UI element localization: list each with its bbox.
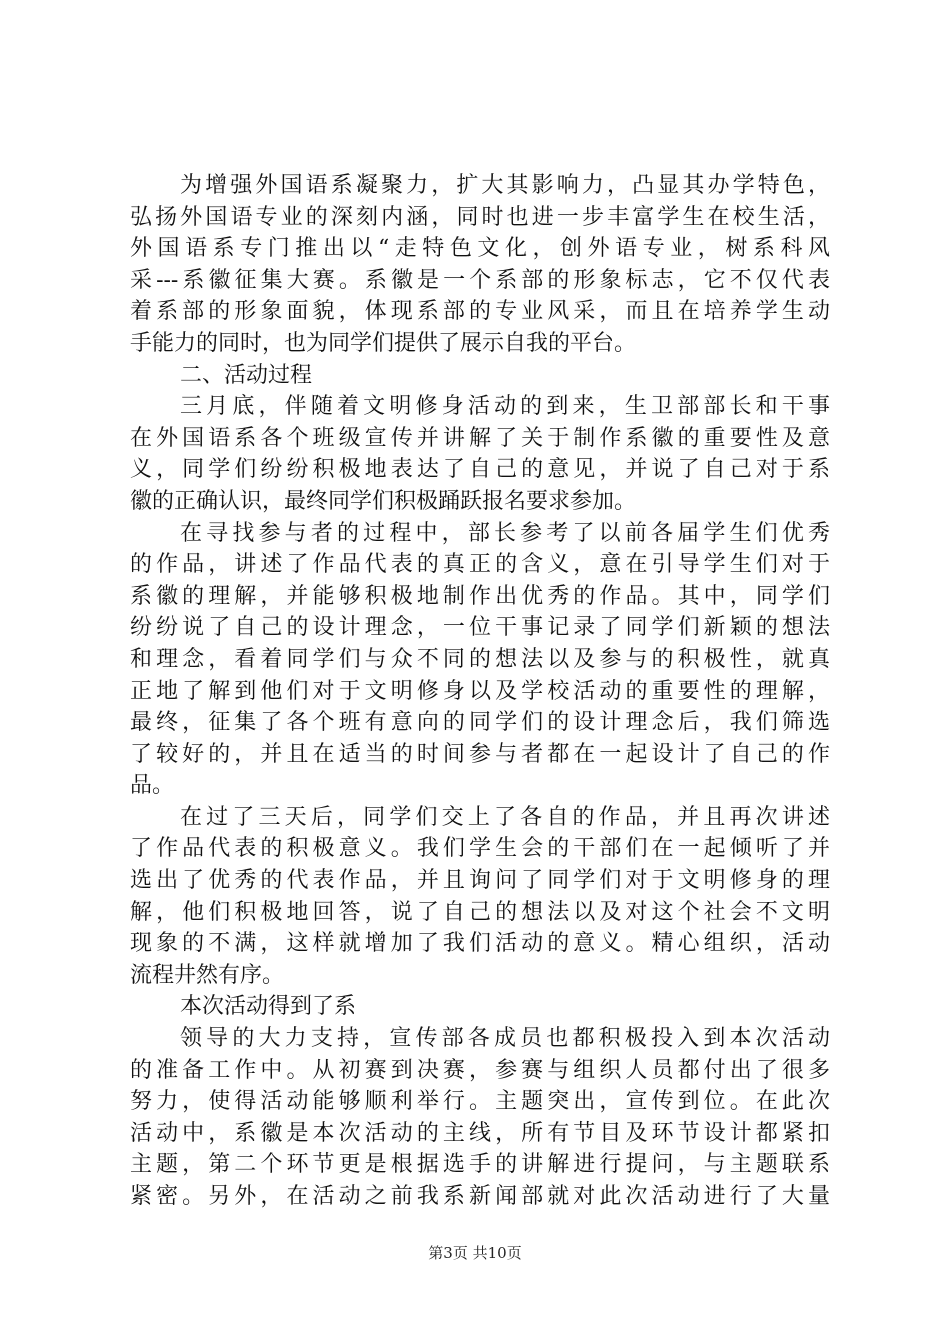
text-line: 现象的不满，这样就增加了我们活动的意义。精心组织，活动 — [130, 931, 830, 957]
text-line: 解，他们积极地回答，说了自己的想法以及对这个社会不文明 — [130, 899, 830, 925]
text-line: 在外国语系各个班级宣传并讲解了关于制作系徽的重要性及意 — [130, 425, 830, 451]
text-line: 品。 — [130, 773, 175, 799]
text-line: 义，同学们纷纷积极地表达了自己的意见，并说了自己对于系 — [130, 457, 830, 483]
text-line: 外国语系专门推出以“走特色文化，创外语专业，树系科风 — [130, 236, 830, 262]
text-line: 正地了解到他们对于文明修身以及学校活动的重要性的理解， — [130, 678, 830, 704]
text-line: 着系部的形象面貌，体现系部的专业风采，而且在培养学生动 — [130, 299, 830, 325]
text-line: 和理念，看着同学们与众不同的想法以及参与的积极性，就真 — [130, 646, 830, 672]
text-line: 流程井然有序。 — [130, 962, 285, 988]
text-line: 徽的正确认识，最终同学们积极踊跃报名要求参加。 — [130, 488, 637, 514]
text-line: 活动中，系徽是本次活动的主线，所有节目及环节设计都紧扣 — [130, 1120, 830, 1146]
text-line: 了作品代表的积极意义。我们学生会的干部们在一起倾听了并 — [130, 836, 830, 862]
text-line: 纷纷说了自己的设计理念，一位干事记录了同学们新颖的想法 — [130, 615, 830, 641]
text-line: 为增强外国语系凝聚力，扩大其影响力，凸显其办学特色， — [180, 173, 830, 198]
text-line: 主题，第二个环节更是根据选手的讲解进行提问，与主题联系 — [130, 1152, 830, 1178]
text-line: 的作品，讲述了作品代表的真正的含义，意在引导学生们对于 — [130, 552, 830, 578]
text-line: 的准备工作中。从初赛到决赛，参赛与组织人员都付出了很多 — [130, 1057, 830, 1083]
text-line: 三月底，伴随着文明修身活动的到来，生卫部部长和干事 — [180, 394, 830, 420]
text-line: 紧密。另外，在活动之前我系新闻部就对此次活动进行了大量 — [130, 1184, 830, 1209]
text-line: 选出了优秀的代表作品，并且询问了同学们对于文明修身的理 — [130, 868, 830, 894]
text-line: 了较好的，并且在适当的时间参与者都在一起设计了自己的作 — [130, 741, 830, 767]
section-heading: 二、活动过程 — [180, 362, 313, 388]
text-line: 采---系徽征集大赛。系徽是一个系部的形象标志，它不仅代表 — [130, 267, 830, 293]
text-line: 最终，征集了各个班有意向的同学们的设计理念后，我们筛选 — [130, 710, 830, 736]
text-line: 努力，使得活动能够顺利举行。主题突出，宣传到位。在此次 — [130, 1089, 830, 1115]
text-line: 本次活动得到了系 — [180, 994, 357, 1020]
text-line: 手能力的同时，也为同学们提供了展示自我的平台。 — [130, 330, 637, 356]
text-line: 在过了三天后，同学们交上了各自的作品，并且再次讲述 — [180, 804, 830, 830]
body-text — [130, 170, 830, 1213]
text-line: 在寻找参与者的过程中，部长参考了以前各届学生们优秀 — [180, 520, 830, 546]
text-line: 系徽的理解，并能够积极地制作出优秀的作品。其中，同学们 — [130, 583, 830, 609]
text-line: 弘扬外国语专业的深刻内涵，同时也进一步丰富学生在校生活， — [130, 204, 830, 230]
page-number: 第3页 共10页 — [428, 1244, 522, 1262]
text-line: 领导的大力支持，宣传部各成员也都积极投入到本次活动 — [180, 1026, 830, 1052]
